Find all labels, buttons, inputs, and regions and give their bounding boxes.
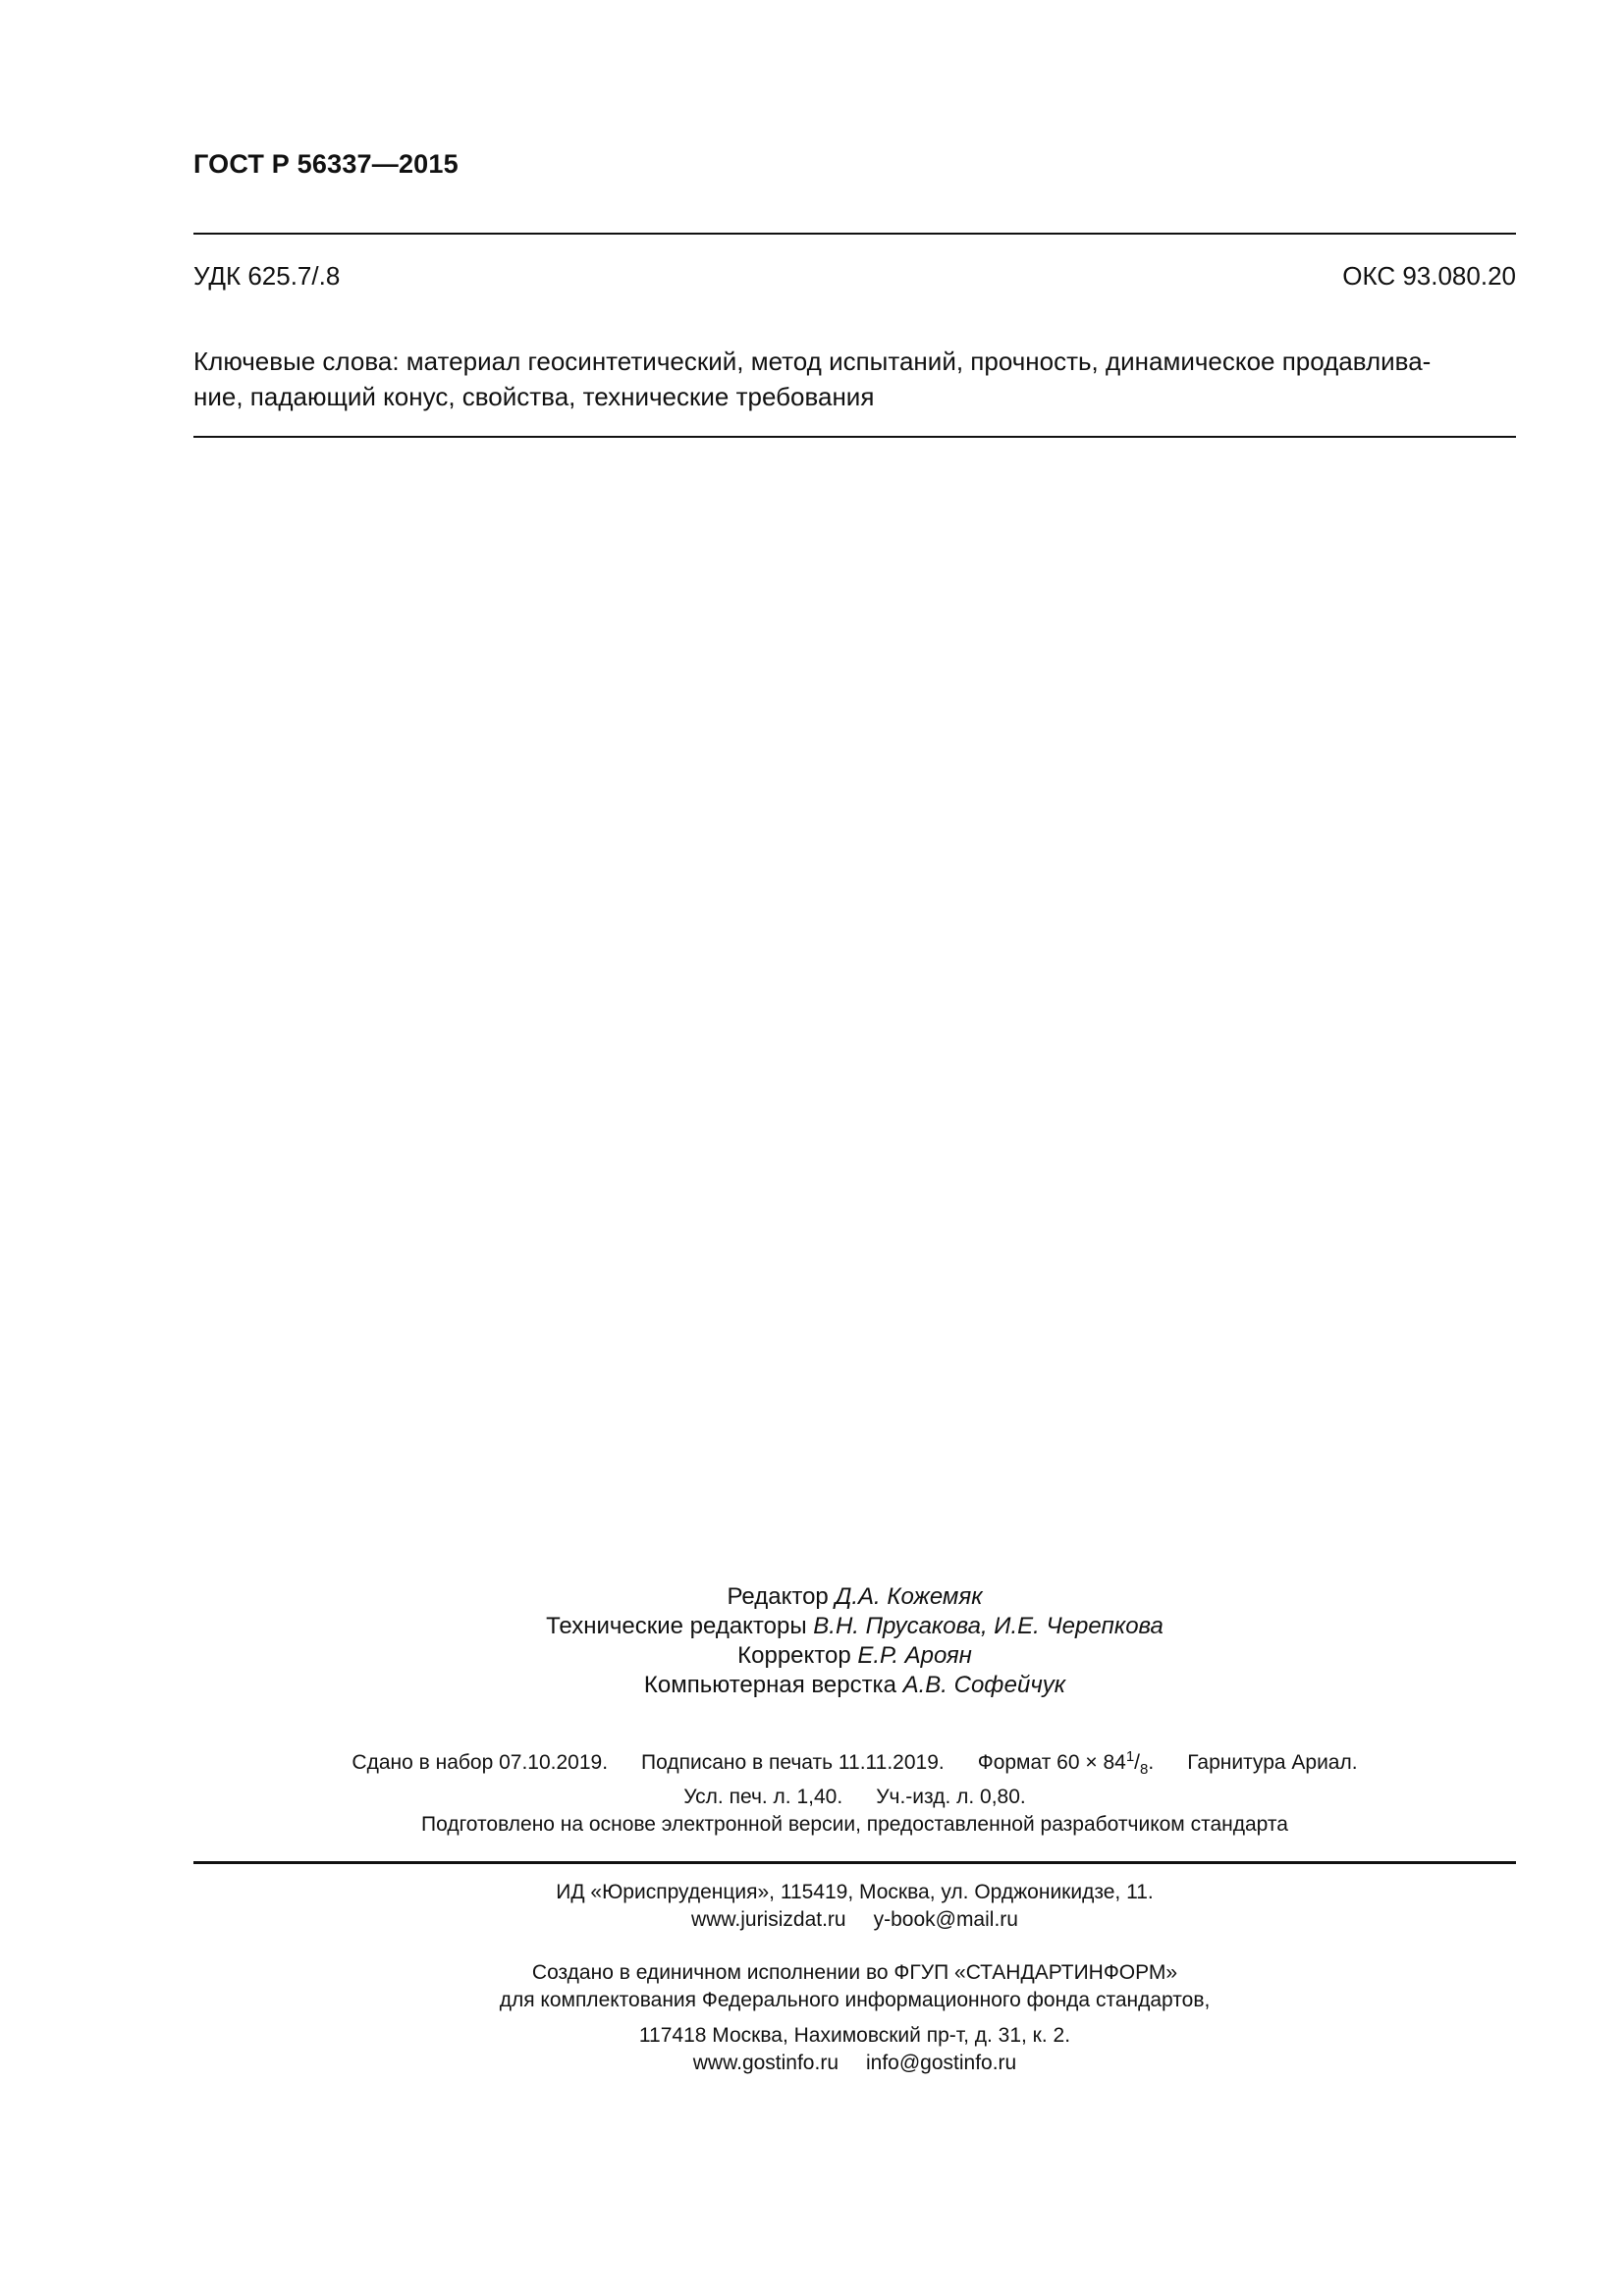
- layout-row: [193, 1671, 1516, 1700]
- typeface: Гарнитура Ариал.: [1187, 1751, 1358, 1774]
- tech-editors-row: [193, 1612, 1516, 1641]
- created-address: 117418 Москва, Нахимовский пр-т, д. 31, к. 2.: [638, 2024, 1071, 2047]
- created-email[interactable]: info@gostinfo.ru: [866, 2052, 1017, 2074]
- tech-editors-names: В.Н. Прусакова, И.Е. Черепкова: [813, 1613, 1164, 1639]
- credits-block: [193, 1582, 1516, 1700]
- proofreader-name: Е.Р. Ароян: [857, 1642, 972, 1669]
- publisher-email[interactable]: y-book@mail.ru: [873, 1908, 1018, 1931]
- typeset-date: Сдано в набор 07.10.2019.: [352, 1751, 609, 1774]
- document-code: ГОСТ Р 56337—2015: [193, 149, 459, 179]
- proofreader-row: [193, 1641, 1516, 1671]
- created-line-1: Создано в единичном исполнении во ФГУП «СТАНДАРТИНФОРМ»: [531, 1961, 1178, 1984]
- editor-name: Д.А. Кожемяк: [835, 1583, 983, 1610]
- print-sheets: Усл. печ. л. 1,40.: [683, 1786, 843, 1808]
- keywords-divider: [193, 436, 1516, 438]
- paper-format: Формат $60 \times 84^1/_8$.: [977, 1748, 1155, 1778]
- publisher-contacts: [193, 1906, 1516, 1934]
- udc-code: УДК 625.7/.8: [193, 261, 341, 291]
- tech-editors-label: Технические редакторы: [546, 1613, 814, 1639]
- layout-name: А.В. Софейчук: [902, 1672, 1066, 1698]
- oks-code: ОКС 93.080.20: [1342, 261, 1516, 291]
- publisher-block: [193, 1879, 1516, 1934]
- layout-label: Компьютерная верстка: [643, 1672, 903, 1698]
- created-contacts: [193, 2050, 1516, 2077]
- created-website[interactable]: www.gostinfo.ru: [692, 2052, 839, 2074]
- keywords-line-2: ние, падающий конус, свойства, технические требования: [193, 382, 875, 411]
- created-line-2: для комплектования Федерального информационного фонда стандартов,: [499, 1989, 1211, 2011]
- print-info-row-2: [193, 1784, 1516, 1811]
- keywords-line-1: Ключевые слова: материал геосинтетический, метод испытаний, прочность, динамическое продавлива-: [193, 347, 1432, 376]
- keywords-block: [193, 344, 1516, 414]
- signed-date: Подписано в печать 11.11.2019.: [641, 1751, 945, 1774]
- print-info-row-1: [193, 1743, 1516, 1784]
- publisher-website[interactable]: www.jurisizdat.ru: [691, 1908, 846, 1931]
- top-divider: [193, 233, 1516, 235]
- proofreader-label: Корректор: [737, 1642, 858, 1669]
- editor-label: Редактор: [727, 1583, 836, 1610]
- prepared-note: Подготовлено на основе электронной версии, предоставленной разработчиком стандарта: [421, 1813, 1288, 1836]
- editor-row: [193, 1582, 1516, 1612]
- publisher-address: ИД «Юриспруденция», 115419, Москва, ул. Орджоникидзе, 11.: [556, 1881, 1154, 1903]
- imprint-divider: [193, 1861, 1516, 1864]
- print-info-block: [193, 1743, 1516, 1811]
- pub-sheets: Уч.-изд. л. 0,80.: [876, 1786, 1026, 1808]
- created-block: [193, 1959, 1516, 2077]
